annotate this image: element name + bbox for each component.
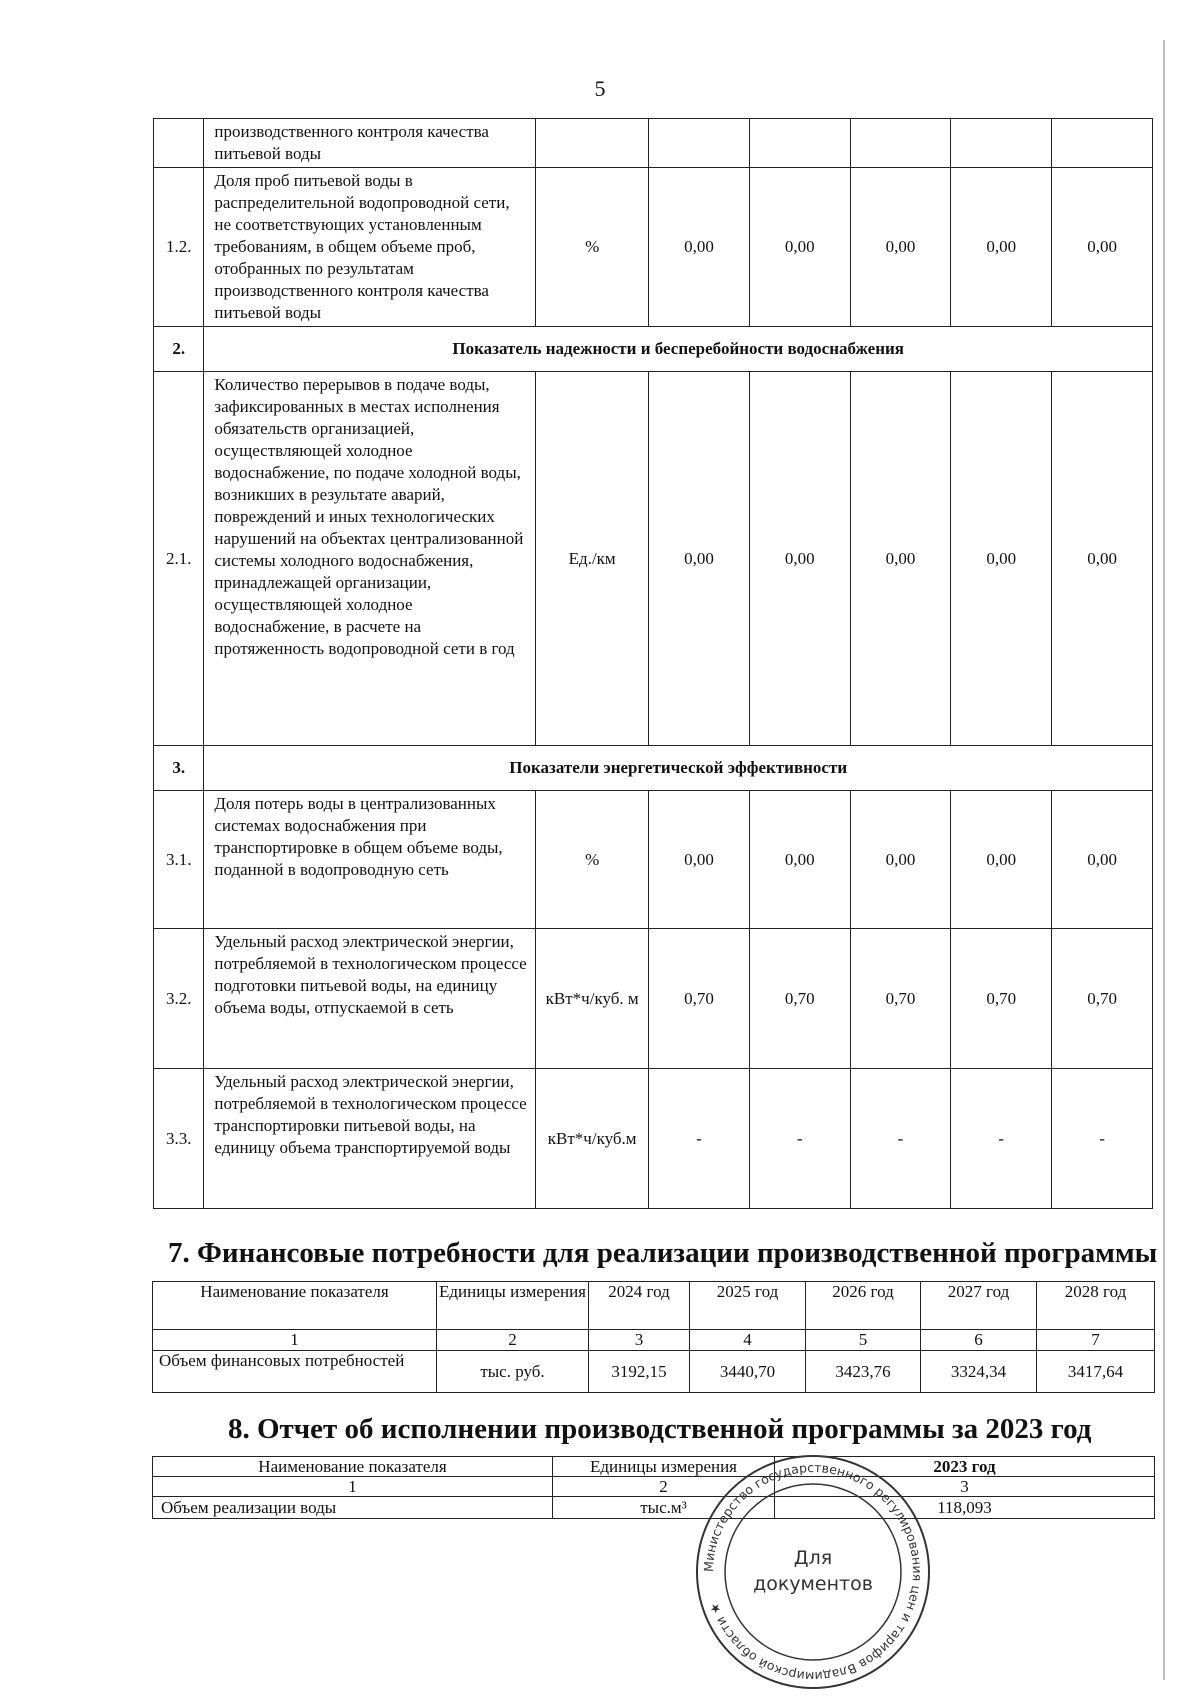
column-index: 1 [153,1477,553,1497]
unit-cell: тыс. руб. [437,1351,589,1393]
value-cell: - [749,1069,850,1209]
value-cell: 0,00 [1052,168,1153,327]
column-index: 3 [589,1330,690,1351]
row-number: 1.2. [154,168,204,327]
value-cell: 0,00 [1052,372,1153,746]
table-row [154,929,1153,1069]
value-cell: 0,00 [850,372,951,746]
program-report-table [152,1456,1155,1519]
column-header: Единицы измерения [437,1282,589,1330]
value-cell: 0,70 [850,929,951,1069]
value-cell: 0,70 [1052,929,1153,1069]
column-index: 7 [1037,1330,1155,1351]
page-number: 5 [594,76,606,101]
column-index: 1 [153,1330,437,1351]
column-index: 5 [806,1330,921,1351]
column-index: 2 [437,1330,589,1351]
table-row [154,791,1153,929]
value-cell: 0,70 [749,929,850,1069]
row-number: 3.3. [154,1069,204,1209]
value-cell: 0,00 [749,372,850,746]
value-cell: 0,00 [951,168,1052,327]
column-index: 3 [775,1477,1155,1497]
value-cell: 0,00 [951,791,1052,929]
header-row [153,1282,1155,1330]
section-number: 3. [154,746,204,791]
indicators-table [153,118,1153,1209]
table-row [154,119,1153,168]
unit-cell: Ед./км [536,372,649,746]
stamp-center-line-2: документов [753,1573,873,1595]
value-cell: 118,093 [775,1497,1155,1519]
column-header: 2027 год [921,1282,1037,1330]
column-header: 2026 год [806,1282,921,1330]
indicator-name: Доля проб питьевой воды в распределительной водопроводной сети, не соответствующих установленным требованиям, в общем объеме проб, отобранных по результатам производственного контроля качества питьевой воды [204,168,536,327]
unit-cell: кВт*ч/куб. м [536,929,649,1069]
section-7-heading: 7. Финансовые потребности для реализации производственной программы [168,1237,1158,1269]
section-8-heading: 8. Отчет об исполнении производственной программы за 2023 год [228,1413,1092,1445]
indicator-name: Объем реализации воды [153,1497,553,1519]
section-row [154,746,1153,791]
column-index: 4 [690,1330,806,1351]
stamp-ring-text: Министерство государственного регулирования цен и тарифов Владимирской области ★ [700,1459,926,1685]
value-cell: 0,70 [649,929,750,1069]
value-cell: 0,00 [749,791,850,929]
column-header: Наименование показателя [153,1457,553,1477]
value-cell: 0,00 [850,791,951,929]
column-header: 2023 год [775,1457,1155,1477]
value-cell: 0,00 [649,372,750,746]
index-row [153,1330,1155,1351]
section-number: 2. [154,327,204,372]
indicator-name: Количество перерывов в подаче воды, зафиксированных в местах исполнения обязательств организацией, осуществляющей холодное водоснабжение, по подаче холодной воды, возникших в результате аварий, повреждений и иных технологических нарушений на объектах централизованной системы холодного водоснабжения, принадлежащей организации, осуществляющей холодное водоснабжение, в расчете на протяженность водопроводной сети в год [204,372,536,746]
value-cell: - [649,1069,750,1209]
table-row [154,372,1153,746]
column-header: Единицы измерения [553,1457,775,1477]
value-cell: 0,00 [850,168,951,327]
stamp-outer-ring [697,1456,929,1688]
unit-cell: тыс.м³ [553,1497,775,1519]
unit-cell: % [536,168,649,327]
value-cell: - [951,1069,1052,1209]
scan-edge-line [1163,40,1165,1680]
section-title: Показатели энергетической эффективности [204,746,1153,791]
value-cell: 0,00 [649,791,750,929]
unit-cell: кВт*ч/куб.м [536,1069,649,1209]
row-number: 3.2. [154,929,204,1069]
table-row [153,1351,1155,1393]
stamp-center-line-1: Для [793,1547,833,1569]
section-row [154,327,1153,372]
value-cell: 3417,64 [1037,1351,1155,1393]
value-cell: 0,00 [749,168,850,327]
value-cell: 3440,70 [690,1351,806,1393]
value-cell: 0,00 [951,372,1052,746]
value-cell: 3423,76 [806,1351,921,1393]
column-index: 6 [921,1330,1037,1351]
column-header: 2024 год [589,1282,690,1330]
column-header: 2025 год [690,1282,806,1330]
row-number [154,119,204,168]
table-row [154,1069,1153,1209]
value-cell: - [1052,1069,1153,1209]
value-cell: 3324,34 [921,1351,1037,1393]
value-cell: 0,00 [1052,791,1153,929]
indicator-name: Удельный расход электрической энергии, потребляемой в технологическом процессе транспортировки питьевой воды, на единицу объема транспортируемой воды [204,1069,536,1209]
value-cell: 3192,15 [589,1351,690,1393]
indicator-name: Объем финансовых потребностей [153,1351,437,1393]
unit-cell: % [536,791,649,929]
table-row [153,1497,1155,1519]
table-row [154,168,1153,327]
row-number: 2.1. [154,372,204,746]
section-title: Показатель надежности и бесперебойности водоснабжения [204,327,1153,372]
column-header: 2028 год [1037,1282,1155,1330]
index-row [153,1477,1155,1497]
ministry-stamp [693,1452,933,1692]
stamp-inner-ring [725,1484,901,1660]
column-header: Наименование показателя [153,1282,437,1330]
indicator-name: производственного контроля качества питьевой воды [204,119,536,168]
value-cell: - [850,1069,951,1209]
header-row [153,1457,1155,1477]
indicator-name: Доля потерь воды в централизованных системах водоснабжения при транспортировке в общем объеме воды, поданной в водопроводную сеть [204,791,536,929]
value-cell: 0,00 [649,168,750,327]
financial-needs-table [152,1281,1155,1393]
row-number: 3.1. [154,791,204,929]
indicator-name: Удельный расход электрической энергии, потребляемой в технологическом процессе подготовки питьевой воды, на единицу объема воды, отпускаемой в сеть [204,929,536,1069]
value-cell: 0,70 [951,929,1052,1069]
column-index: 2 [553,1477,775,1497]
